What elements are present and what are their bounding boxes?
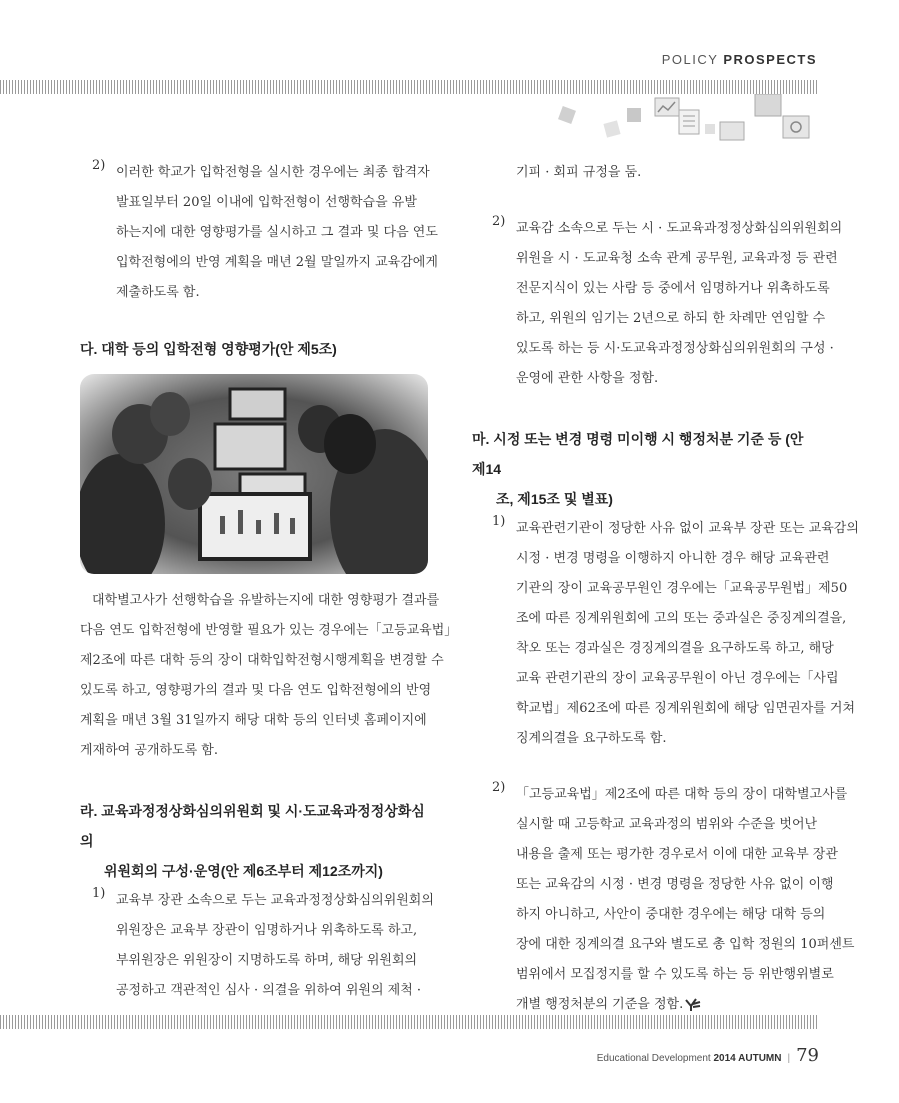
text-line: 기피 · 회피 규정을 둠. <box>516 165 642 180</box>
text-line: 다음 연도 입학전형에 반영할 필요가 있는 경우에는「고등교육법」 <box>80 623 458 638</box>
classroom-photo <box>80 374 428 574</box>
section-label <box>662 52 817 67</box>
text-line: 위원을 시 · 도교육청 소속 관계 공무원, 교육과정 등 관련 <box>516 251 838 266</box>
text-line: 제출하도록 함. <box>116 285 200 300</box>
page-footer <box>597 1045 819 1066</box>
text-line: 「고등교육법」제2조에 따른 대학 등의 장이 대학별고사를 <box>516 787 848 802</box>
text-line: 시정 · 변경 명령을 이행하지 아니한 경우 해당 교육관련 <box>516 551 830 566</box>
issue-label: 2014 AUTUMN <box>713 1053 782 1064</box>
text-line: 하고, 위원의 임기는 2년으로 하되 한 차례만 연임할 수 <box>516 311 826 326</box>
text-line-last: 개별 행정처분의 기준을 정함. <box>516 997 684 1012</box>
text-line: 하는지에 대한 영향평가를 실시하고 그 결과 및 다음 연도 <box>116 225 438 240</box>
end-mark-icon <box>685 998 701 1012</box>
page-number: 79 <box>796 1045 819 1066</box>
right-item-ma1 <box>480 514 859 754</box>
text-line: 이러한 학교가 입학전형을 실시한 경우에는 최종 합격자 <box>116 165 430 180</box>
heading-ma-line1: 마. 시정 또는 변경 명령 미이행 시 행정처분 기준 등 (안 제14 <box>472 431 804 477</box>
left-item-2 <box>80 158 438 308</box>
text-line: 교육부 장관 소속으로 두는 교육과정정상화심의위원회의 <box>116 893 434 908</box>
text-line: 있도록 하는 등 시·도교육과정정상화심의위원회의 구성 · <box>516 341 834 356</box>
item-number: 2) <box>92 158 106 173</box>
text-line: 학교법」제62조에 따른 징계위원회에 해당 임면권자를 거쳐 <box>516 701 856 716</box>
footer-publication <box>597 1053 782 1064</box>
item-number: 1) <box>492 514 506 529</box>
footer-separator: | <box>787 1053 791 1064</box>
text-line: 교육관련기관이 정당한 사유 없이 교육부 장관 또는 교육감의 <box>516 521 859 536</box>
section-label-bold: PROSPECTS <box>723 52 817 67</box>
text-line: 실시할 때 고등학교 교육과정의 범위와 수준을 벗어난 <box>516 817 818 832</box>
left-column <box>80 158 458 1006</box>
right-item-2 <box>480 214 843 394</box>
heading-ma-line2: 조, 제15조 및 별표) <box>496 491 613 507</box>
text-line: 있도록 하고, 영향평가의 결과 및 다음 연도 입학전형에의 반영 <box>80 683 432 698</box>
text-line: 계획을 매년 3월 31일까지 해당 대학 등의 인터넷 홈페이지에 <box>80 713 427 728</box>
text-line: 장에 대한 징계의결 요구와 별도로 총 입학 정원의 10퍼센트 <box>516 937 855 952</box>
item-number: 2) <box>492 214 506 229</box>
left-item-ra1 <box>80 886 434 1006</box>
decorative-icons-graphic <box>555 94 820 164</box>
section-label-light: POLICY <box>661 52 719 67</box>
text-line: 대학별고사가 선행학습을 유발하는지에 대한 영향평가 결과를 <box>92 593 440 608</box>
photo-illustration <box>80 374 428 574</box>
text-line: 조에 따른 징계위원회에 고의 또는 중과실은 중징계의결을, <box>516 611 847 626</box>
text-line: 입학전형에의 반영 계획을 매년 2월 말일까지 교육감에게 <box>116 255 438 270</box>
text-line: 공정하고 객관적인 심사 · 의결을 위하여 위원의 제척 · <box>116 983 422 998</box>
text-line: 운영에 관한 사항을 정함. <box>516 371 659 386</box>
text-line: 전문지식이 있는 사람 등 중에서 임명하거나 위촉하도록 <box>516 281 830 296</box>
publication-name: Educational Development <box>596 1053 711 1064</box>
heading-ra-line2: 위원회의 구성·운영(안 제6조부터 제12조까지) <box>104 863 383 879</box>
heading-da: 다. 대학 등의 입학전형 영향평가(안 제5조) <box>80 341 337 357</box>
right-column <box>472 158 859 1020</box>
text-line: 교육감 소속으로 두는 시 · 도교육과정정상화심의위원회의 <box>516 221 843 236</box>
text-line: 제2조에 따른 대학 등의 장이 대학입학전형시행계획을 변경할 수 <box>80 653 444 668</box>
text-line: 또는 교육감의 시정 · 변경 명령을 정당한 사유 없이 이행 <box>516 877 834 892</box>
text-line: 발표일부터 20일 이내에 입학전형이 선행학습을 유발 <box>116 195 417 210</box>
left-paragraph <box>80 586 458 766</box>
text-line: 내용을 출제 또는 평가한 경우로서 이에 대한 교육부 장관 <box>516 847 838 862</box>
heading-ra <box>80 796 428 886</box>
heading-ra-line1: 라. 교육과정정상화심의위원회 및 시·도교육과정정상화심의 <box>80 803 425 849</box>
text-line: 기관의 장이 교육공무원인 경우에는「교육공무원법」제50 <box>516 581 848 596</box>
text-line: 하지 아니하고, 사안이 중대한 경우에는 해당 대학 등의 <box>516 907 826 922</box>
item-number: 1) <box>92 886 106 901</box>
bottom-rule <box>0 1015 818 1029</box>
text-line: 징계의결을 요구하도록 함. <box>516 731 667 746</box>
text-line: 착오 또는 경과실은 경징계의결을 요구하도록 하고, 해당 <box>516 641 834 656</box>
top-rule <box>0 80 818 94</box>
text-line: 부위원장은 위원장이 지명하도록 하며, 해당 위원회의 <box>116 953 418 968</box>
right-item-ma2 <box>480 780 855 1020</box>
right-continuation <box>480 158 820 188</box>
text-line: 교육 관련기관의 장이 교육공무원이 아닌 경우에는「사립 <box>516 671 839 686</box>
item-number: 2) <box>492 780 506 795</box>
text-line: 범위에서 모집정지를 할 수 있도록 하는 등 위반행위별로 <box>516 967 834 982</box>
text-line: 게재하여 공개하도록 함. <box>80 743 218 758</box>
text-line: 위원장은 교육부 장관이 임명하거나 위촉하도록 하고, <box>116 923 418 938</box>
heading-ma <box>472 424 820 514</box>
